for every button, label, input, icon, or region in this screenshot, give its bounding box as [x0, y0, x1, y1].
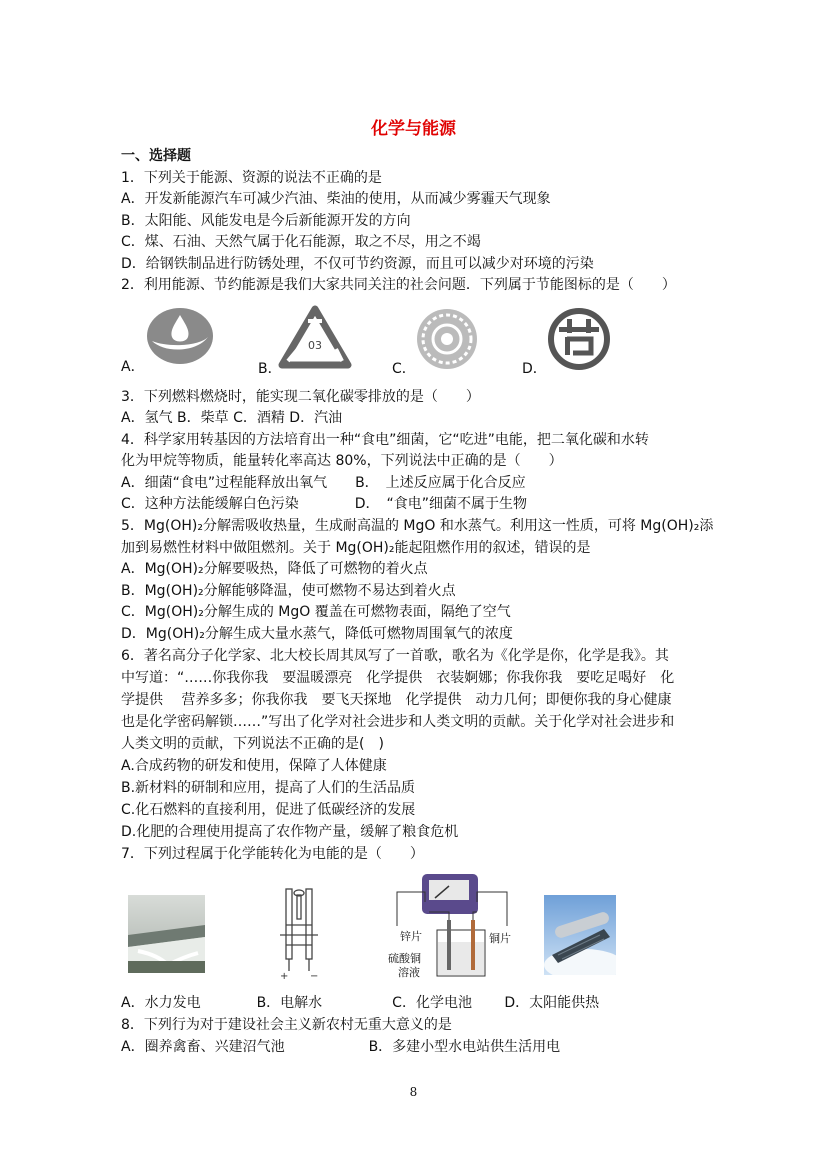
- q6-option-d: D.化肥的合理使用提高了农作物产量，缓解了粮食危机: [121, 824, 459, 840]
- q7-options: A．水力发电 B．电解水 C．化学电池 D．太阳能供热: [121, 995, 600, 1011]
- q6-option-a: A.合成药物的研发和使用，保障了人体健康: [121, 758, 387, 774]
- section-heading: 一、选择题: [121, 148, 191, 164]
- question-1: 1．下列关于能源、资源的说法不正确的是: [121, 170, 382, 186]
- water-saving-icon: [146, 307, 214, 365]
- q1-option-a: A．开发新能源汽车可减少汽油、柴油的使用，从而减少雾霾天气现象: [121, 191, 551, 207]
- question-5-line-1: 5．Mg(OH)₂分解需吸收热量，生成耐高温的 MgO 和水蒸气。利用这一性质，可将 Mg(OH)₂添: [121, 518, 714, 534]
- question-6-line-4: 也是化学密码解锁……”写出了化学对社会进步和人类文明的贡献。关于化学对社会进步和: [121, 714, 675, 730]
- question-4-line-1: 4．科学家用转基因的方法培育出一种“食电”细菌，它“吃进”电能，把二氧化碳和水转: [121, 432, 649, 448]
- question-6-line-1: 6．著名高分子化学家、北大校长周其凤写了一首歌，歌名为《化学是你，化学是我》。其: [121, 648, 669, 664]
- question-3: 3．下列燃料燃烧时，能实现二氧化碳零排放的是（ ）: [121, 389, 480, 405]
- q6-option-b: B.新材料的研制和应用，提高了人们的生活品质: [121, 780, 416, 796]
- hydropower-dam-image: [128, 895, 205, 973]
- q2-label-a: A．: [121, 359, 145, 375]
- question-8: 8．下列行为对于建设社会主义新农村无重大意义的是: [121, 1017, 452, 1033]
- zinc-plate-label: 锌片: [400, 930, 422, 943]
- q5-option-a: A．Mg(OH)₂分解要吸热，降低了可燃物的着火点: [121, 561, 428, 577]
- q5-option-d: D．Mg(OH)₂分解生成大量水蒸气，降低可燃物周围氧气的浓度: [121, 626, 513, 642]
- q1-option-b: B．太阳能、风能发电是今后新能源开发的方向: [121, 213, 411, 229]
- question-7: 7．下列过程属于化学能转化为电能的是（ ）: [121, 846, 424, 862]
- solution-label: 溶液: [398, 966, 420, 979]
- energy-saving-icon: [547, 307, 611, 371]
- q4-options-cd: C．这种方法能缓解白色污染 D． “食电”细菌不属于生物: [121, 496, 528, 512]
- q1-option-c: C．煤、石油、天然气属于化石能源，取之不尽，用之不竭: [121, 234, 481, 250]
- q5-option-c: C．Mg(OH)₂分解生成的 MgO 覆盖在可燃物表面，隔绝了空气: [121, 604, 511, 620]
- q3-options: A．氢气 B．柴草 C．酒精 D．汽油: [121, 410, 343, 426]
- q5-option-b: B．Mg(OH)₂分解能够降温，使可燃物不易达到着火点: [121, 583, 456, 599]
- q2-label-c: C．: [392, 361, 416, 377]
- q4-options-ab: A．细菌“食电”过程能释放出氧气 B． 上述反应属于化合反应: [121, 475, 526, 491]
- question-6-line-3: 学提供 营养多多；你我你我 要飞天探地 化学提供 动力几何；即便你我的身心健康: [121, 692, 672, 708]
- copper-plate-label: 铜片: [489, 932, 511, 945]
- question-6-line-5: 人类文明的贡献，下列说法不正确的是( ): [121, 736, 384, 752]
- q2-label-b: B．: [258, 361, 282, 377]
- recycle-icon: [278, 305, 352, 369]
- copper-sulfate-label: 硫酸铜: [388, 952, 421, 965]
- question-6-line-2: 中写道：“……你我你我 要温暖漂亮 化学提供 衣装婀娜；你我你我 要吃足喝好 化: [121, 670, 675, 686]
- svg-text:−: −: [310, 971, 319, 981]
- svg-text:+: +: [280, 971, 289, 981]
- solar-water-heater-image: [544, 895, 616, 975]
- question-4-line-2: 化为甲烷等物质，能量转化率高达 80%，下列说法中正确的是（ ）: [121, 453, 563, 469]
- q2-label-d: D．: [522, 361, 547, 377]
- electrolysis-apparatus: [270, 885, 328, 981]
- question-2: 2．利用能源、节约能源是我们大家共同关注的社会问题．下列属于节能图标的是（ ）: [121, 277, 676, 293]
- page-title: 化学与能源: [371, 119, 456, 139]
- question-5-line-2: 加到易燃性材料中做阻燃剂。关于 Mg(OH)₂能起阻燃作用的叙述，错误的是: [121, 540, 591, 556]
- page-number: 8: [409, 1085, 418, 1099]
- q8-options-ab: A．圈养禽畜、兴建沼气池 B．多建小型水电站供生活用电: [121, 1039, 561, 1055]
- q1-option-d: D．给钢铁制品进行防锈处理，不仅可节约资源，而且可以减少对环境的污染: [121, 256, 594, 272]
- svg-text:03: 03: [308, 339, 322, 352]
- ornamental-seal-icon: [415, 307, 479, 371]
- q6-option-c: C.化石燃料的直接利用，促进了低碳经济的发展: [121, 802, 416, 818]
